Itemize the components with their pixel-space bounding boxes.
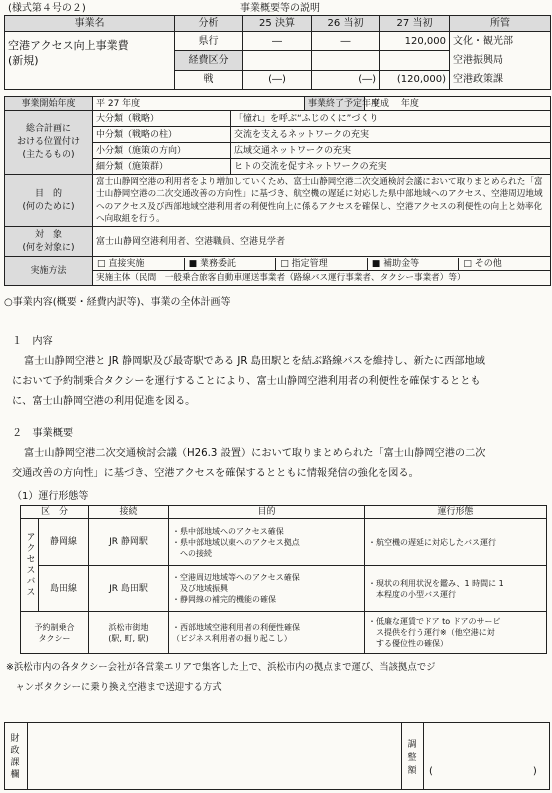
row-strategy-label: 戦 xyxy=(175,70,243,89)
taxi-name xyxy=(21,612,89,654)
taxi-conn-line: 浜松市街地 xyxy=(108,622,149,632)
project-name-cell xyxy=(5,32,175,90)
operations-table xyxy=(20,505,547,654)
start-year-value: 平 27 年度 xyxy=(93,97,305,111)
form-line: ・低廉な運賃でドア to ドアのサービ xyxy=(368,617,501,626)
header-fy26: 26 当初 xyxy=(312,16,380,32)
position-label-line-3: (主たるもの) xyxy=(22,150,75,160)
method-option-label: 指定管理 xyxy=(291,258,328,269)
purpose-label-line-1: 目 的 xyxy=(34,188,62,199)
row-prefecture-fy27: 120,000 xyxy=(380,32,450,51)
purpose-line: ・県中部地域以東へのアクセス拠点 xyxy=(172,537,300,547)
method-option-other xyxy=(458,258,550,270)
position-key-2: 中分類（戦略の柱） xyxy=(93,127,231,143)
ops-header-form: 運行形態 xyxy=(365,506,547,519)
row-strategy-fy26: (―) xyxy=(312,70,380,89)
position-key-1: 大分類（戦略） xyxy=(93,111,231,127)
finance-label-char: 財 xyxy=(10,734,20,744)
adjust-label-char: 額 xyxy=(407,766,417,776)
s1-heading: １ 内容 xyxy=(12,336,53,347)
s1-line-1: 富士山静岡空港と JR 静岡駅及び最寄駅である JR 島田駅とを結ぶ路線バスを維持し、新たに西部地域 xyxy=(24,356,485,367)
method-option-direct xyxy=(93,258,184,270)
taxi-conn-line: (駅, 町, 駅) xyxy=(108,633,149,643)
method-options xyxy=(93,257,551,271)
position-key-4: 細分類（施策群） xyxy=(93,159,231,175)
taxi-name-line: 予約制乗合 xyxy=(34,622,75,632)
finance-label-char: 政 xyxy=(10,746,20,756)
access-bus-label: アクセスバス xyxy=(21,519,39,612)
header-fy27: 27 当初 xyxy=(380,16,450,32)
s1-line-3: に、富士山静岡空港の利用促進を図る。 xyxy=(12,396,196,407)
form-label: (様式第４号の２) xyxy=(8,3,86,14)
route-form-shizuoka xyxy=(365,519,547,566)
form-line: ス提供を行う運行※（他空港に対 xyxy=(368,628,495,637)
adjust-inner-divider xyxy=(423,723,424,789)
purpose-line: ・県中部地域へのアクセス確保 xyxy=(172,526,284,536)
position-key-3: 小分類（施策の方向） xyxy=(93,143,231,159)
footnote-line-1: ※浜松市内の各タクシー会社が各営業エリアで集客した上で、浜松市内の拠点まで運び、当該拠点でジ xyxy=(6,662,436,673)
purpose-line: （ビジネス利用者の掘り起こし） xyxy=(172,633,292,643)
row-prefecture-fy25: ― xyxy=(243,32,312,51)
method-option-designated xyxy=(275,258,367,270)
footnote-line-2: ャンボタクシーに乗り換え空港まで送迎する方式 xyxy=(6,682,222,693)
row-prefecture-fy26: ― xyxy=(312,32,380,51)
route-purpose-shimada xyxy=(169,566,365,612)
method-option-label: 補助金等 xyxy=(383,258,420,269)
method-actor: 実施主体（民間 一般乗合旅客自動車運送事業者（路線バス運行事業者、タクシー事業者）等） xyxy=(93,271,551,286)
s1-line-2: において予約制乗合タクシーを運行することにより、富士山静岡空港利用者の利便性を確保するととも xyxy=(12,376,481,387)
project-name: 空港アクセス向上事業費 xyxy=(8,39,129,52)
adjust-amount-field: ( ) xyxy=(429,766,537,777)
adjust-label-char: 整 xyxy=(407,753,417,763)
finance-box xyxy=(4,722,550,790)
purpose-line: への接続 xyxy=(172,548,213,558)
checkbox-icon: □ xyxy=(280,258,289,269)
row-prefecture-label: 県行 xyxy=(175,32,243,51)
footnote xyxy=(6,658,550,698)
purpose-line: ・空港周辺地域等へのアクセス確保 xyxy=(172,573,300,582)
finance-divider xyxy=(27,723,28,789)
route-conn-shimada: JR 島田駅 xyxy=(89,566,169,612)
row-strategy-fy27: (120,000) xyxy=(380,70,450,89)
header-fy25: 25 決算 xyxy=(243,16,312,32)
purpose-label xyxy=(5,175,93,227)
adjust-divider xyxy=(401,723,402,789)
row-expense-category: 経費区分 xyxy=(175,51,243,70)
taxi-name-line: タクシー xyxy=(38,633,71,643)
checkbox-icon: ■ xyxy=(371,258,381,269)
position-value-3: 広域交通ネットワークの充実 xyxy=(231,143,551,159)
header-analysis: 分析 xyxy=(175,16,243,32)
purpose-text: 富士山静岡空港の利用者をより増加していくため、富士山静岡空港二次交通検討会議において取りまとめられた「富士山静岡空港の二次交通改善の方向性」に基づき、航空機の遅延に対応した県中部地域へのアクセス、空港周辺地域へのアクセス及び西部地域空港利用者の利便性向上に係るアクセスを確保し、空港アクセスの利便性の向上と効率化へ向取組を行う。 xyxy=(93,175,551,227)
form-line: ・現状の利用状況を鑑み、1 時間に 1 xyxy=(368,578,504,588)
position-label-line-2: おける位置付け xyxy=(16,137,80,147)
position-value-4: ヒトの交流を促すネットワークの充実 xyxy=(231,159,551,175)
project-status: (新規) xyxy=(8,54,39,67)
purpose-line: 及び地域振興 xyxy=(172,584,229,593)
end-year-label: 事業終了予定年度 xyxy=(305,97,365,111)
document-title: 事業概要等の説明 xyxy=(240,3,320,14)
purpose-line: ・静岡線の補完的機能の確保 xyxy=(172,595,277,604)
s2-line-1: 富士山静岡空港二次交通検討会議（H26.3 設置）において取りまとめられた「富士山静岡空港の二次 xyxy=(24,448,486,459)
method-option-subsidy xyxy=(367,258,459,270)
s2-line-2: 交通改善の方向性」に基づき、空港アクセスを確保するとともに情報発信の強化を図る。 xyxy=(12,468,419,479)
adjust-label-char: 調 xyxy=(407,740,417,750)
position-label-line-1: 総合計画に xyxy=(25,124,71,134)
department-line-1: 文化・観光部 xyxy=(453,36,513,47)
department-line-3: 空港政策課 xyxy=(453,74,503,85)
header-project-name: 事業名 xyxy=(5,16,175,32)
taxi-conn xyxy=(89,612,169,654)
s2-subheading: （1）運行形態等 xyxy=(12,491,89,502)
ops-header-purpose: 目的 xyxy=(169,506,365,519)
route-name-shimada: 島田線 xyxy=(39,566,89,612)
checkbox-icon: □ xyxy=(97,258,106,269)
route-name-shizuoka: 静岡線 xyxy=(39,519,89,566)
target-text: 富士山静岡空港利用者、空港職員、空港見学者 xyxy=(93,227,551,257)
route-conn-shizuoka: JR 静岡駅 xyxy=(89,519,169,566)
start-year-label: 事業開始年度 xyxy=(5,97,93,111)
ops-header-category: 区 分 xyxy=(21,506,89,519)
method-option-label: 直接実施 xyxy=(108,258,145,269)
finance-label xyxy=(8,733,22,781)
section-heading: ○事業内容(概要・経費内訳等)、事業の全体計画等 xyxy=(4,297,231,308)
route-form-shimada xyxy=(365,566,547,612)
finance-label-char: 欄 xyxy=(10,770,20,780)
position-label xyxy=(5,111,93,175)
checkbox-icon: □ xyxy=(463,258,472,269)
taxi-form xyxy=(365,612,547,654)
form-line: する優位性の確保） xyxy=(368,639,449,648)
purpose-label-line-2: (何のために) xyxy=(22,201,75,212)
target-label-line-2: (何を対象に) xyxy=(22,242,75,253)
purpose-line: ・西部地域空港利用者の利便性確保 xyxy=(172,622,301,632)
target-label xyxy=(5,227,93,257)
adjust-label xyxy=(405,739,419,778)
department-cell xyxy=(450,32,551,90)
position-value-2: 交流を支えるネットワークの充実 xyxy=(231,127,551,143)
route-purpose-shizuoka xyxy=(169,519,365,566)
method-label: 実施方法 xyxy=(5,257,93,286)
form-line: 本程度の小型バス運行 xyxy=(368,589,457,599)
s2-heading: ２ 事業概要 xyxy=(12,428,74,439)
taxi-purpose xyxy=(169,612,365,654)
checkbox-icon: ■ xyxy=(188,258,198,269)
department-line-2: 空港振興局 xyxy=(453,55,503,66)
details-table xyxy=(4,96,551,286)
end-year-value: 平成 年度 xyxy=(365,97,551,111)
method-option-label: その他 xyxy=(474,258,502,269)
ops-header-connection: 接続 xyxy=(89,506,169,519)
target-label-line-1: 対 象 xyxy=(34,229,62,240)
form-line: ・航空機の遅延に対応したバス運行 xyxy=(368,537,497,547)
position-value-1: 「憧れ」を呼ぶ“ふじのくに”づくり xyxy=(231,111,551,127)
header-department: 所管 xyxy=(450,16,551,32)
summary-table xyxy=(4,15,551,90)
row-strategy-fy25: (―) xyxy=(243,70,312,89)
method-option-outsource xyxy=(184,258,276,270)
finance-label-char: 課 xyxy=(10,758,20,768)
method-option-label: 業務委託 xyxy=(199,258,236,269)
